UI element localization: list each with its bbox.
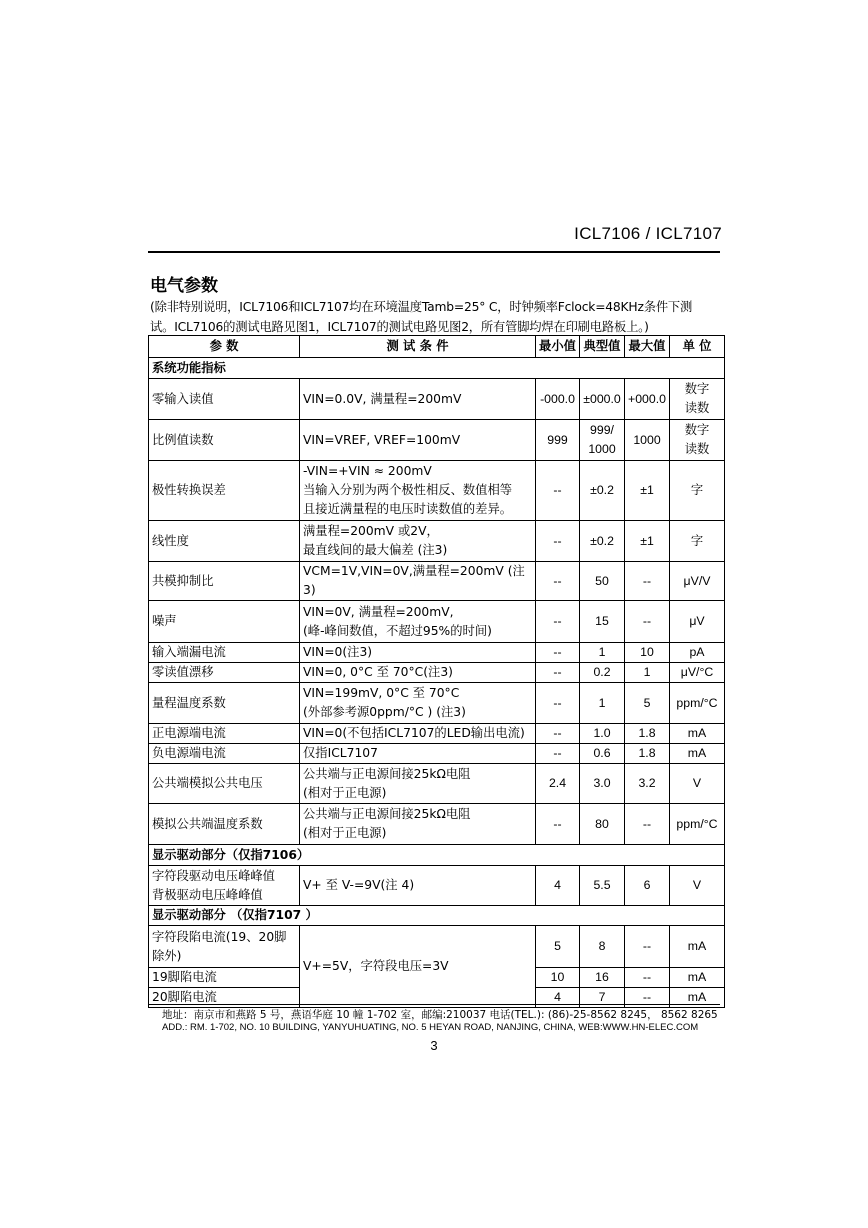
electrical-parameters-table xyxy=(148,335,725,1008)
typ-cell: 1.0 xyxy=(580,724,625,744)
condition-cell: VIN=VREF, VREF=100mV xyxy=(300,420,536,461)
param-cell: 正电源端电流 xyxy=(149,724,300,744)
max-cell: -- xyxy=(625,968,670,988)
min-cell: 10 xyxy=(536,968,580,988)
unit-cell: pA xyxy=(670,643,725,663)
unit-cell: V xyxy=(670,764,725,804)
max-cell: -- xyxy=(625,804,670,845)
typ-cell: ±0.2 xyxy=(580,521,625,562)
typ-cell: ±000.0 xyxy=(580,379,625,420)
param-cell: 负电源端电流 xyxy=(149,744,300,764)
footer-rule xyxy=(148,1004,720,1005)
section-title: 电气参数 xyxy=(150,276,218,296)
unit-cell: mA xyxy=(670,744,725,764)
param-cell: 零读值漂移 xyxy=(149,663,300,683)
table-row xyxy=(149,804,725,845)
typ-cell: 5.5 xyxy=(580,866,625,906)
param-cell: 比例值读数 xyxy=(149,420,300,461)
condition-cell: VIN=0.0V, 满量程=200mV xyxy=(300,379,536,420)
condition-cell: V+=5V，字符段电压=3V xyxy=(300,926,536,1008)
param-cell: 噪声 xyxy=(149,601,300,643)
max-cell: 1000 xyxy=(625,420,670,461)
table-row xyxy=(149,562,725,601)
table-row xyxy=(149,926,725,968)
section-intro xyxy=(150,297,726,337)
param-cell: 20脚陷电流 xyxy=(149,988,300,1008)
min-cell: -- xyxy=(536,683,580,724)
typ-cell: 999/ 1000 xyxy=(580,420,625,461)
header-min: 最小值 xyxy=(536,336,580,358)
param-cell: 极性转换误差 xyxy=(149,461,300,521)
unit-cell: 数字 读数 xyxy=(670,420,725,461)
header-typ: 典型值 xyxy=(580,336,625,358)
param-cell: 输入端漏电流 xyxy=(149,643,300,663)
header-max: 最大值 xyxy=(625,336,670,358)
max-cell: -- xyxy=(625,601,670,643)
max-cell: ±1 xyxy=(625,461,670,521)
unit-cell: mA xyxy=(670,926,725,968)
max-cell: ±1 xyxy=(625,521,670,562)
document-header-title: ICL7106 / ICL7107 xyxy=(574,224,722,243)
unit-cell: 字 xyxy=(670,461,725,521)
typ-cell: 16 xyxy=(580,968,625,988)
min-cell: -- xyxy=(536,643,580,663)
group-label: 显示驱动部分 （仅指7107 ） xyxy=(149,906,725,926)
param-cell: 零输入读值 xyxy=(149,379,300,420)
header-unit: 单 位 xyxy=(670,336,725,358)
min-cell: 4 xyxy=(536,988,580,1008)
table-row xyxy=(149,683,725,724)
group-label: 显示驱动部分（仅指7106） xyxy=(149,845,725,866)
condition-cell: VIN=0(注3) xyxy=(300,643,536,663)
typ-cell: 15 xyxy=(580,601,625,643)
min-cell: 4 xyxy=(536,866,580,906)
table-row xyxy=(149,663,725,683)
typ-cell: 1 xyxy=(580,643,625,663)
typ-cell: 3.0 xyxy=(580,764,625,804)
header-condition: 测 试 条 件 xyxy=(300,336,536,358)
max-cell: +000.0 xyxy=(625,379,670,420)
table-row xyxy=(149,764,725,804)
min-cell: -- xyxy=(536,744,580,764)
unit-cell: V xyxy=(670,866,725,906)
unit-cell: ppm/°C xyxy=(670,683,725,724)
max-cell: 5 xyxy=(625,683,670,724)
table-row xyxy=(149,420,725,461)
table-row xyxy=(149,744,725,764)
max-cell: 10 xyxy=(625,643,670,663)
unit-cell: 数字 读数 xyxy=(670,379,725,420)
condition-cell: 仅指ICL7107 xyxy=(300,744,536,764)
min-cell: 5 xyxy=(536,926,580,968)
header-rule xyxy=(148,251,720,253)
unit-cell: ppm/°C xyxy=(670,804,725,845)
header-param: 参 数 xyxy=(149,336,300,358)
condition-cell: VCM=1V,VIN=0V,满量程=200mV (注3) xyxy=(300,562,536,601)
condition-cell: 满量程=200mV 或2V， 最直线间的最大偏差 (注3) xyxy=(300,521,536,562)
param-cell: 量程温度系数 xyxy=(149,683,300,724)
table-row xyxy=(149,724,725,744)
typ-cell: 8 xyxy=(580,926,625,968)
typ-cell: 80 xyxy=(580,804,625,845)
intro-line-1: (除非特别说明，ICL7106和ICL7107均在环境温度Tamb=25° C，时钟频率Fclock=48KHz条件下测 xyxy=(150,300,693,314)
page-number: 3 xyxy=(430,1038,438,1053)
typ-cell: 7 xyxy=(580,988,625,1008)
condition-cell: VIN=0V, 满量程=200mV, (峰-峰间数值，不超过95%的时间) xyxy=(300,601,536,643)
unit-cell: μV/°C xyxy=(670,663,725,683)
min-cell: -- xyxy=(536,461,580,521)
max-cell: -- xyxy=(625,926,670,968)
max-cell: 6 xyxy=(625,866,670,906)
max-cell: 1 xyxy=(625,663,670,683)
condition-cell: VIN=0, 0°C 至 70°C(注3) xyxy=(300,663,536,683)
param-cell: 模拟公共端温度系数 xyxy=(149,804,300,845)
condition-cell: 公共端与正电源间接25kΩ电阻 (相对于正电源) xyxy=(300,764,536,804)
condition-cell: V+ 至 V-=9V(注 4) xyxy=(300,866,536,906)
typ-cell: 0.2 xyxy=(580,663,625,683)
condition-cell: 公共端与正电源间接25kΩ电阻 (相对于正电源) xyxy=(300,804,536,845)
condition-cell: VIN=199mV, 0°C 至 70°C (外部参考源0ppm/°C ) (注3) xyxy=(300,683,536,724)
typ-cell: 1 xyxy=(580,683,625,724)
footer-address-cn: 地址：南京市和燕路 5 号，燕语华庭 10 幢 1-702 室，邮编:210037 电话(TEL.): (86)-25-8562 8245， 8562 8265 xyxy=(162,1009,718,1021)
table-row xyxy=(149,601,725,643)
group-row-system xyxy=(149,358,725,379)
unit-cell: μV/V xyxy=(670,562,725,601)
param-cell: 共模抑制比 xyxy=(149,562,300,601)
footer-address-en: ADD.: RM. 1-702, NO. 10 BUILDING, YANYUHUATING, NO. 5 HEYAN ROAD, NANJING, CHINA, WEB:WWW.HN-ELEC.COM xyxy=(162,1022,699,1033)
typ-cell: ±0.2 xyxy=(580,461,625,521)
typ-cell: 50 xyxy=(580,562,625,601)
min-cell: 2.4 xyxy=(536,764,580,804)
min-cell: -- xyxy=(536,521,580,562)
typ-cell: 0.6 xyxy=(580,744,625,764)
param-cell: 19脚陷电流 xyxy=(149,968,300,988)
unit-cell: mA xyxy=(670,988,725,1008)
table-row xyxy=(149,461,725,521)
unit-cell: 字 xyxy=(670,521,725,562)
min-cell: -- xyxy=(536,804,580,845)
group-row-display-7107 xyxy=(149,906,725,926)
param-cell: 线性度 xyxy=(149,521,300,562)
min-cell: -- xyxy=(536,601,580,643)
param-cell: 字符段陷电流(19、20脚 除外) xyxy=(149,926,300,968)
max-cell: -- xyxy=(625,562,670,601)
min-cell: -- xyxy=(536,724,580,744)
unit-cell: mA xyxy=(670,968,725,988)
min-cell: -- xyxy=(536,562,580,601)
unit-cell: mA xyxy=(670,724,725,744)
max-cell: -- xyxy=(625,988,670,1008)
min-cell: -- xyxy=(536,663,580,683)
table-row xyxy=(149,643,725,663)
table-row xyxy=(149,521,725,562)
table-row xyxy=(149,379,725,420)
group-row-display-7106 xyxy=(149,845,725,866)
param-cell: 字符段驱动电压峰峰值 背极驱动电压峰峰值 xyxy=(149,866,300,906)
max-cell: 1.8 xyxy=(625,724,670,744)
max-cell: 3.2 xyxy=(625,764,670,804)
unit-cell: μV xyxy=(670,601,725,643)
intro-line-2: 试。ICL7106的测试电路见图1，ICL7107的测试电路见图2，所有管脚均焊在印刷电路板上。) xyxy=(150,320,649,334)
min-cell: 999 xyxy=(536,420,580,461)
table-row xyxy=(149,866,725,906)
min-cell: -000.0 xyxy=(536,379,580,420)
group-label: 系统功能指标 xyxy=(149,358,725,379)
condition-cell: -VIN=+VIN ≈ 200mV 当输入分别为两个极性相反、数值相等 且接近满量程的电压时读数值的差异。 xyxy=(300,461,536,521)
table-header-row xyxy=(149,336,725,358)
condition-cell: VIN=0(不包括ICL7107的LED输出电流) xyxy=(300,724,536,744)
max-cell: 1.8 xyxy=(625,744,670,764)
param-cell: 公共端模拟公共电压 xyxy=(149,764,300,804)
